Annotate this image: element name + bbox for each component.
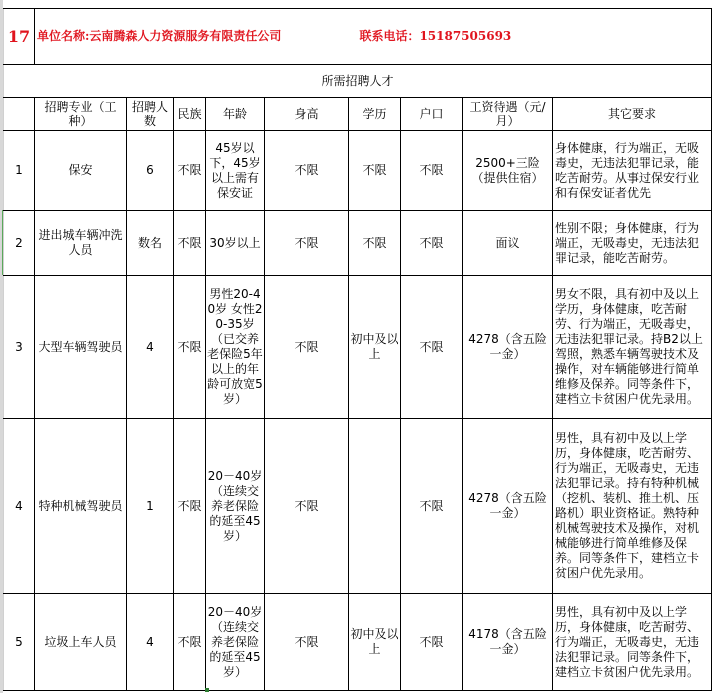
header-salary[interactable]: 工资待遇（元/月）: [463, 98, 553, 131]
cell-education[interactable]: [349, 419, 401, 594]
cell-age[interactable]: 男性20-40岁 女性20-35岁（已交养老保险5年以上的年龄可放宽5岁）: [206, 276, 265, 419]
cell-hukou[interactable]: 不限: [401, 276, 463, 419]
cell-position[interactable]: 保安: [35, 131, 127, 211]
cell-index[interactable]: 3: [4, 276, 35, 419]
cell-height[interactable]: 不限: [265, 211, 349, 276]
cell-count[interactable]: 1: [127, 419, 174, 594]
cell-ethnicity[interactable]: 不限: [174, 131, 206, 211]
cell-age[interactable]: 30岁以上: [206, 211, 265, 276]
header-count[interactable]: 招聘人数: [127, 98, 174, 131]
table-row: [4, 211, 712, 276]
company-header-row: [4, 9, 712, 65]
cell-salary[interactable]: 面议: [463, 211, 553, 276]
cell-salary[interactable]: 2500+三险（提供住宿）: [463, 131, 553, 211]
cell-height[interactable]: 不限: [265, 419, 349, 594]
header-requirements[interactable]: 其它要求: [553, 98, 712, 131]
cell-requirements[interactable]: 男女不限，具有初中及以上学历，身体健康，吃苦耐劳、行为端正，无吸毒史，无违法犯罪记录。持B2以上驾照，熟悉车辆驾驶技术及操作，对车辆能够进行简单维修及保养。同等条件下，建档立卡贫困户优先录用。: [553, 276, 712, 419]
contact-phone: 联系电话：15187505693: [359, 29, 512, 43]
cell-index[interactable]: 2: [4, 211, 35, 276]
company-name: 单位名称:云南腾森人力资源服务有限责任公司: [37, 29, 282, 43]
header-position[interactable]: 招聘专业（工种）: [35, 98, 127, 131]
cell-hukou[interactable]: 不限: [401, 594, 463, 691]
cell-education[interactable]: 不限: [349, 211, 401, 276]
cell-education[interactable]: 初中及以上: [349, 594, 401, 691]
cell-hukou[interactable]: 不限: [401, 419, 463, 594]
header-index[interactable]: [4, 98, 35, 131]
cell-requirements[interactable]: 身体健康，行为端正，无吸毒史，无违法犯罪记录，能吃苦耐劳。从事过保安行业和有保安证者优先: [553, 131, 712, 211]
cell-position[interactable]: 特种机械驾驶员: [35, 419, 127, 594]
fill-handle[interactable]: [205, 688, 209, 692]
company-info-cell[interactable]: [35, 9, 712, 65]
header-education[interactable]: 学历: [349, 98, 401, 131]
cell-salary[interactable]: 4278（含五险一金）: [463, 276, 553, 419]
cell-height[interactable]: 不限: [265, 594, 349, 691]
cell-age[interactable]: 20－40岁（连续交养老保险的延至45岁）: [206, 419, 265, 594]
cell-height[interactable]: 不限: [265, 131, 349, 211]
cell-count[interactable]: 4: [127, 594, 174, 691]
header-hukou[interactable]: 户口: [401, 98, 463, 131]
cell-index[interactable]: 1: [4, 131, 35, 211]
cell-ethnicity[interactable]: 不限: [174, 594, 206, 691]
company-row-number[interactable]: 17: [4, 9, 35, 65]
cell-education[interactable]: 初中及以上: [349, 276, 401, 419]
table-row: [4, 131, 712, 211]
cell-hukou[interactable]: 不限: [401, 131, 463, 211]
table-row: [4, 276, 712, 419]
cell-position[interactable]: 进出城车辆冲洗人员: [35, 211, 127, 276]
cell-index[interactable]: 5: [4, 594, 35, 691]
recruitment-table: [3, 8, 712, 691]
table-row: [4, 594, 712, 691]
section-title-row: [4, 65, 712, 98]
cell-position[interactable]: 大型车辆驾驶员: [35, 276, 127, 419]
cell-count[interactable]: 数名: [127, 211, 174, 276]
cell-requirements[interactable]: 男性，具有初中及以上学历，身体健康，吃苦耐劳、行为端正，无吸毒史，无违法犯罪记录。同等条件下，建档立卡贫困户优先录用。: [553, 594, 712, 691]
cell-salary[interactable]: 4178（含五险一金）: [463, 594, 553, 691]
cell-requirements[interactable]: 男性，具有初中及以上学历，身体健康，吃苦耐劳、行为端正，无吸毒史，无违法犯罪记录。持有特种机械（挖机、装机、推土机、压路机）职业资格证。熟特种机械驾驶技术及操作，对机械能够进行简单维修及保养。同等条件下，建档立卡贫困户优先录用。: [553, 419, 712, 594]
header-ethnicity[interactable]: 民族: [174, 98, 206, 131]
cell-index[interactable]: 4: [4, 419, 35, 594]
cell-ethnicity[interactable]: 不限: [174, 276, 206, 419]
cell-position[interactable]: 垃圾上车人员: [35, 594, 127, 691]
cell-education[interactable]: 不限: [349, 131, 401, 211]
table-row: [4, 419, 712, 594]
cell-requirements[interactable]: 性别不限；身体健康，行为端正，无吸毒史，无违法犯罪记录，能吃苦耐劳。: [553, 211, 712, 276]
cell-age[interactable]: 20－40岁（连续交养老保险的延至45岁）: [206, 594, 265, 691]
cell-age[interactable]: 45岁以下，45岁以上需有保安证: [206, 131, 265, 211]
header-height[interactable]: 身高: [265, 98, 349, 131]
header-age[interactable]: 年龄: [206, 98, 265, 131]
cell-salary[interactable]: 4278（含五险一金）: [463, 419, 553, 594]
cell-count[interactable]: 4: [127, 276, 174, 419]
cell-ethnicity[interactable]: 不限: [174, 211, 206, 276]
section-title[interactable]: 所需招聘人才: [4, 65, 712, 98]
column-header-row: [4, 98, 712, 131]
cell-hukou[interactable]: 不限: [401, 211, 463, 276]
cell-count[interactable]: 6: [127, 131, 174, 211]
cell-height[interactable]: 不限: [265, 276, 349, 419]
cell-ethnicity[interactable]: 不限: [174, 419, 206, 594]
